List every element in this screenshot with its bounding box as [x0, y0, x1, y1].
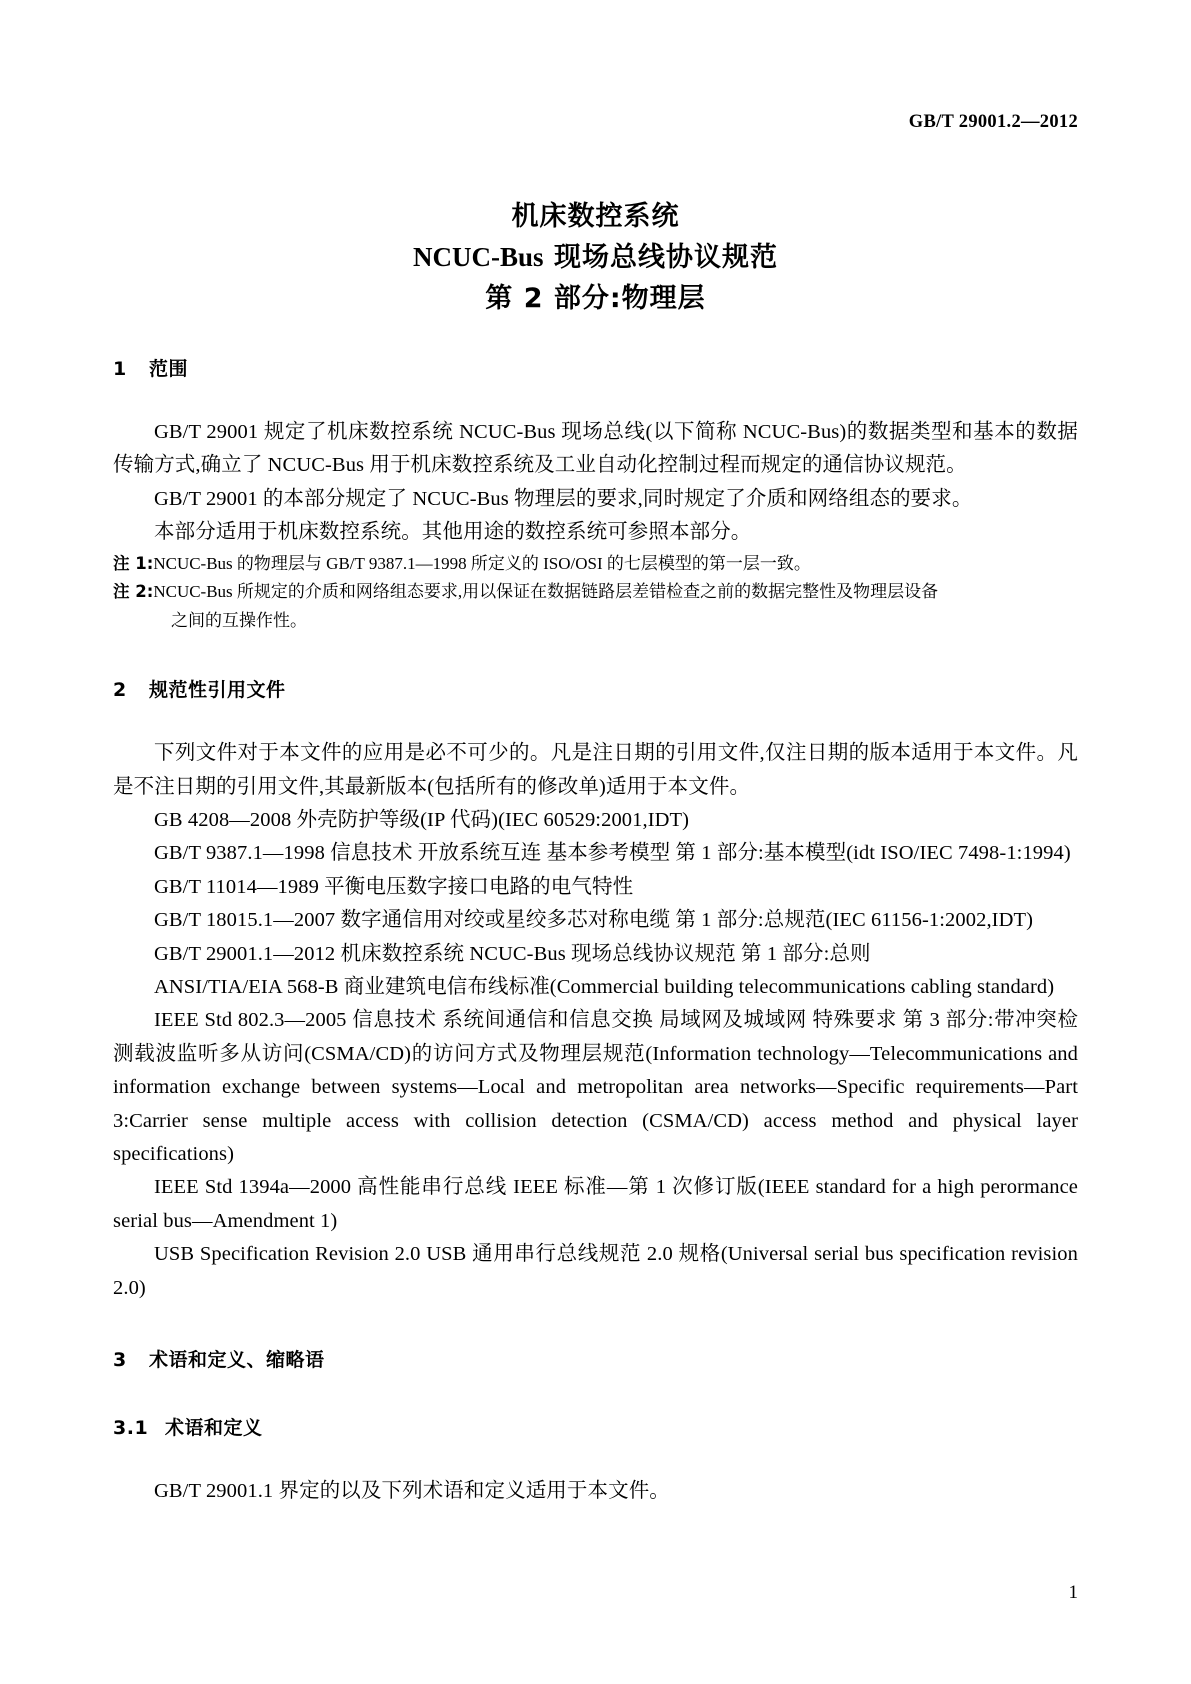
- running-header: [0, 112, 1078, 133]
- standard-number: GB/T 29001.2—2012: [908, 112, 1078, 132]
- heading-section-2: [113, 677, 1078, 703]
- reference-item: GB/T 11014—1989 平衡电压数字接口电路的电气特性: [154, 875, 634, 898]
- note-2-label: 注 2:: [113, 582, 154, 602]
- spacer: [113, 1373, 1078, 1415]
- note-2-text: NCUC-Bus 所规定的介质和网络组态要求,用以保证在数据链路层差错检查之前的数据完整性及物理层设备: [153, 582, 939, 602]
- section-1-paragraph-1: GB/T 29001 规定了机床数控系统 NCUC-Bus 现场总线(以下简称 NCUC-Bus)的数据类型和基本的数据传输方式,确立了 NCUC-Bus 用于机床数控系统及工业自动化控制过程而规定的通信协议规范。: [113, 421, 1078, 477]
- title-line-3: 第 2 部分:物理层: [485, 283, 706, 314]
- section-1-number: 1: [113, 358, 127, 380]
- note-2-text-continued: 之间的互操作性。: [171, 610, 307, 630]
- section-3-1-paragraph-1: GB/T 29001.1 界定的以及下列术语和定义适用于本文件。: [154, 1480, 670, 1503]
- section-1-note-1: [113, 550, 1078, 579]
- title-line-1: 机床数控系统: [511, 201, 680, 232]
- document-body: [113, 356, 1078, 1508]
- note-1-label: 注 1:: [113, 553, 154, 573]
- document-title: [113, 196, 1078, 319]
- title-line-2-latin: NCUC-Bus: [413, 242, 544, 272]
- title-line-2: [113, 237, 1078, 278]
- heading-section-3-1: [113, 1415, 1078, 1441]
- heading-section-1: [113, 356, 1078, 382]
- reference-item: GB/T 18015.1—2007 数字通信用对绞或星绞多芯对称电缆 第 1 部分:总规范(IEC 61156-1:2002,IDT): [154, 909, 1034, 932]
- note-1-text: NCUC-Bus 的物理层与 GB/T 9387.1—1998 所定义的 ISO/OSI 的七层模型的第一层一致。: [153, 553, 811, 573]
- reference-item: USB Specification Revision 2.0 USB 通用串行总线规范 2.0 规格(Universal serial bus specification revision 2.0): [113, 1243, 1078, 1299]
- reference-item: GB 4208—2008 外壳防护等级(IP 代码)(IEC 60529:2001,IDT): [154, 808, 690, 831]
- section-1-paragraph-3: 本部分适用于机床数控系统。其他用途的数控系统可参照本部分。: [154, 521, 752, 544]
- section-3-1-number: 3.1: [113, 1417, 149, 1440]
- title-line-2-cjk: 现场总线协议规范: [553, 242, 778, 273]
- spacer: [113, 1441, 1078, 1475]
- section-1-note-2: [113, 578, 1078, 635]
- section-2-title: 规范性引用文件: [149, 679, 286, 702]
- reference-item: ANSI/TIA/EIA 568-B 商业建筑电信布线标准(Commercial building telecommunications cabling standard): [154, 975, 1055, 998]
- reference-item: IEEE Std 802.3—2005 信息技术 系统间通信和信息交换 局域网及城域网 特殊要求 第 3 部分:带冲突检测载波监听多从访问(CSMA/CD)的访问方式及物理层规范(Information technology—Telecommunications and information exchange between systems—Local and metropolitan area networks—Specific requirements—Part 3:Carrier sense multiple access with collision detection (CSMA/CD) access method and physical layer specifications): [113, 1009, 1078, 1165]
- spacer: [113, 1305, 1078, 1347]
- heading-section-3: [113, 1347, 1078, 1373]
- section-2-number: 2: [113, 679, 127, 702]
- reference-item: GB/T 9387.1—1998 信息技术 开放系统互连 基本参考模型 第 1 部分:基本模型(idt ISO/IEC 7498-1:1994): [154, 842, 1071, 865]
- page-number: 1: [1068, 1582, 1078, 1603]
- section-3-1-title: 术语和定义: [165, 1417, 263, 1440]
- spacer: [113, 635, 1078, 677]
- section-1-paragraph-2: GB/T 29001 的本部分规定了 NCUC-Bus 物理层的要求,同时规定了介质和网络组态的要求。: [154, 487, 973, 510]
- section-3-number: 3: [113, 1349, 127, 1372]
- reference-item: IEEE Std 1394a—2000 高性能串行总线 IEEE 标准—第 1 次修订版(IEEE standard for a high perormance serial bus—Amendment 1): [113, 1176, 1078, 1232]
- section-3-title: 术语和定义、缩略语: [149, 1349, 325, 1372]
- spacer: [113, 382, 1078, 416]
- section-1-title: 范围: [149, 358, 189, 380]
- reference-item: GB/T 29001.1—2012 机床数控系统 NCUC-Bus 现场总线协议规范 第 1 部分:总则: [154, 942, 871, 965]
- spacer: [113, 703, 1078, 737]
- section-2-paragraph-1: 下列文件对于本文件的应用是必不可少的。凡是注日期的引用文件,仅注日期的版本适用于本文件。凡是不注日期的引用文件,其最新版本(包括所有的修改单)适用于本文件。: [113, 742, 1078, 798]
